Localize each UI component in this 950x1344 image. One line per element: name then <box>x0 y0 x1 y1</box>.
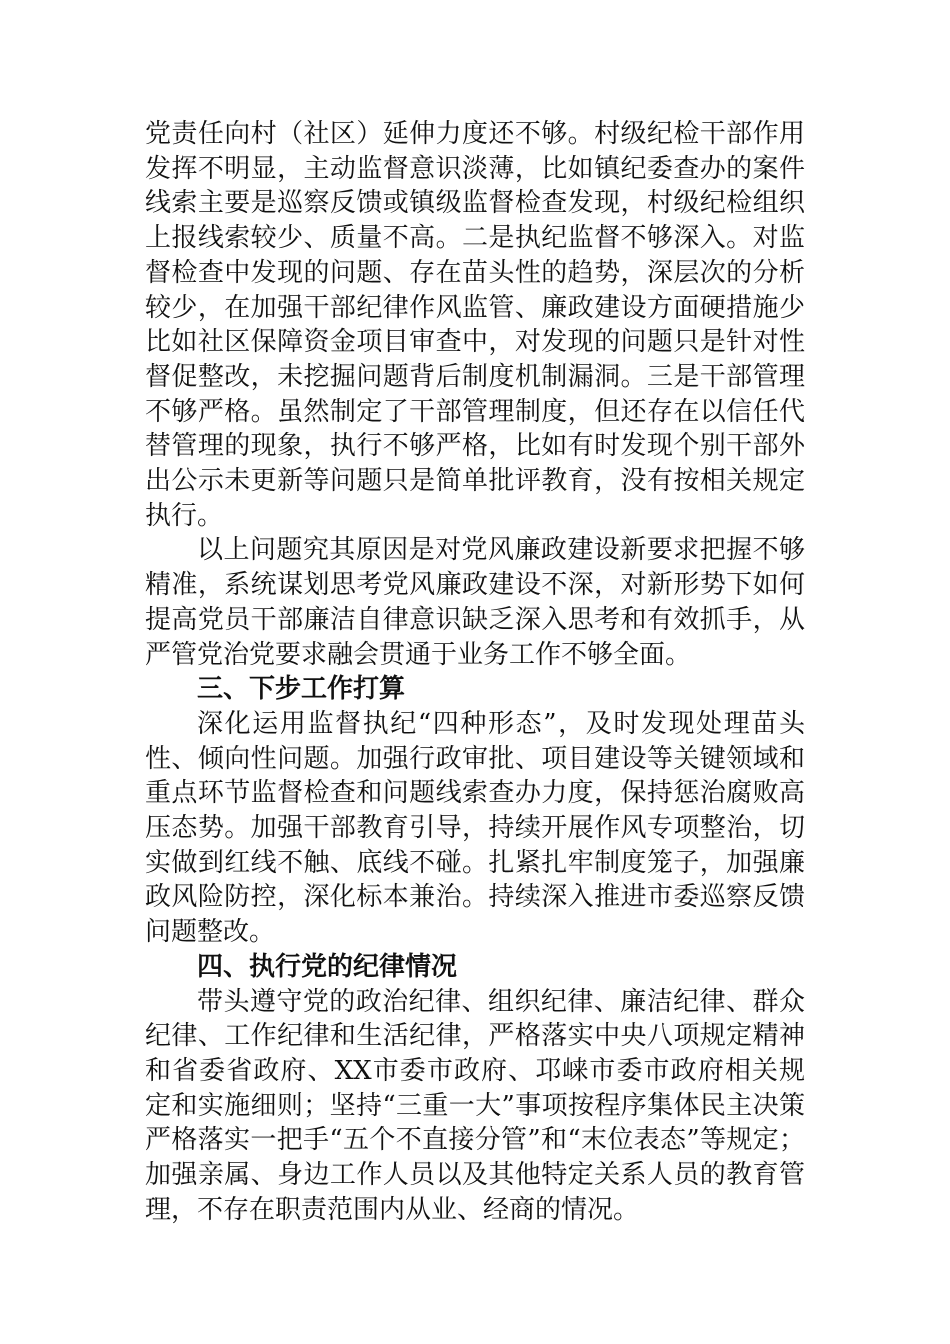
section2-continuation-paragraph: 党责任向村（社区）延伸力度还不够。村级纪检干部作用发挥不明显，主动监督意识淡薄，比如镇纪委查办的案件线索主要是巡察反馈或镇级监督检查发现，村级纪检组织上报线索较少、质量不高。二是执纪监督不够深入。对监督检查中发现的问题、存在苗头性的趋势，深层次的分析较少，在加强干部纪律作风监管、廉政建设方面硬措施少比如社区保障资金项目审查中，对发现的问题只是针对性督促整改，未挖掘问题背后制度机制漏洞。三是干部管理不够严格。虽然制定了干部管理制度，但还存在以信任代替管理的现象，执行不够严格，比如有时发现个别干部外出公示未更新等问题只是简单批评教育，没有按相关规定执行。 <box>145 119 805 531</box>
section4-heading: 四、执行党的纪律情况 <box>197 951 458 982</box>
document-page <box>145 117 805 1228</box>
section3-heading: 三、下步工作打算 <box>197 674 406 705</box>
section2-cause-paragraph: 以上问题究其原因是对党风廉政建设新要求把握不够精准，系统谋划思考党风廉政建设不深，对新形势下如何提高党员干部廉洁自律意识缺乏深入思考和有效抓手，从严管党治党要求融会贯通于业务工作不够全面。 <box>145 535 805 670</box>
section4-body-paragraph: 带头遵守党的政治纪律、组织纪律、廉洁纪律、群众纪律、工作纪律和生活纪律，严格落实中央八项规定精神和省委省政府、XX市委市政府、邛崃市委市政府相关规定和实施细则；坚持“三重一大”事项按程序集体民主决策严格落实一把手“五个不直接分管”和“末位表态”等规定；加强亲属、身边工作人员以及其他特定关系人员的教育管理，不存在职责范围内从业、经商的情况。 <box>145 986 805 1225</box>
section3-body-paragraph: 深化运用监督执纪“四种形态”，及时发现处理苗头性、倾向性问题。加强行政审批、项目建设等关键领域和重点环节监督检查和问题线索查办力度，保持惩治腐败高压态势。加强干部教育引导，持续开展作风专项整治，切实做到红线不触、底线不碰。扎紧扎牢制度笼子，加强廉政风险防控，深化标本兼治。持续深入推进市委巡察反馈问题整改。 <box>145 708 805 948</box>
